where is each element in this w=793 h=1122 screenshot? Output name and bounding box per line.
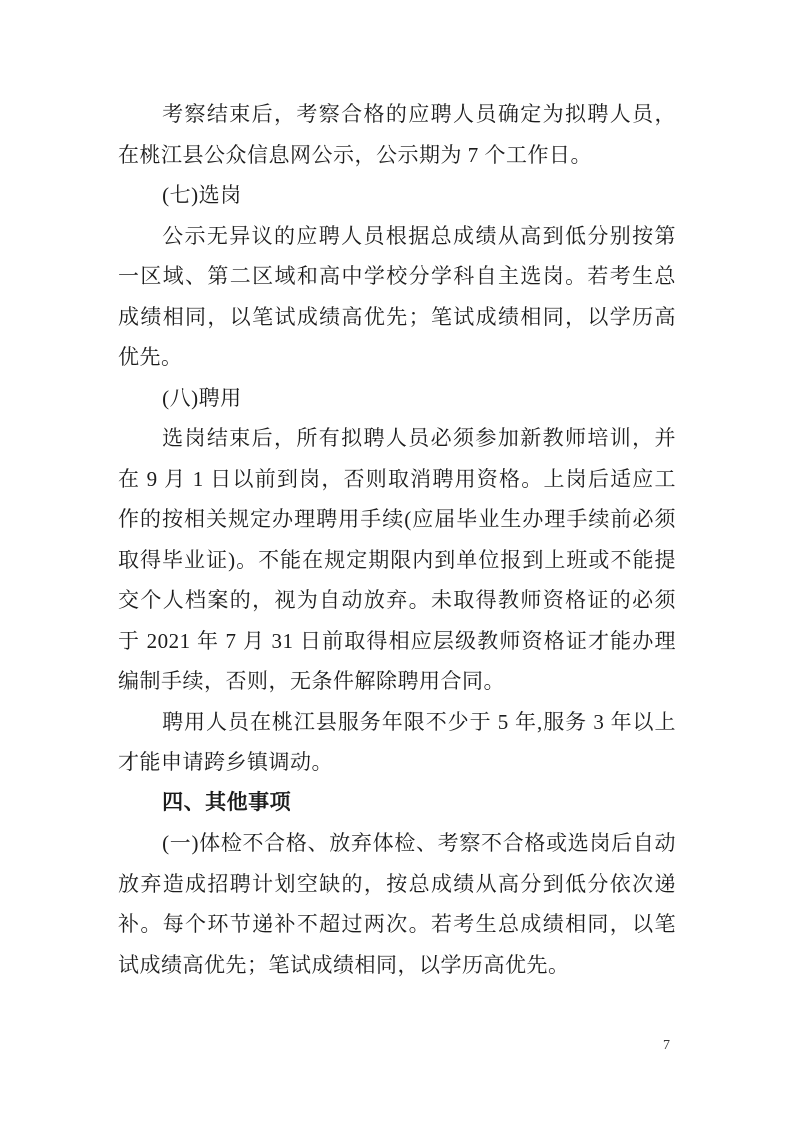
paragraph-employment-details: 选岗结束后，所有拟聘人员必须参加新教师培训，并在 9 月 1 日以前到岗，否则取消聘用资格。上岗后适应工作的按相关规定办理聘用手续(应届毕业生办理手续前必须取得毕业证)。不能在规定期限内到单位报到上班或不能提交个人档案的，视为自动放弃。未取得教师资格证的必须于 2021 年 7 月 31 日前取得相应层级教师资格证才能办理编制手续，否则，无条件解除聘用合同。 [118,426,676,693]
paragraph-public-notice: 考察结束后，考察合格的应聘人员确定为拟聘人员，在桃江县公众信息网公示，公示期为 7 个工作日。 [118,102,676,167]
document-body [118,94,676,985]
page-number: 7 [663,1038,670,1053]
paragraph-service-years: 聘用人员在桃江县服务年限不少于 5 年,服务 3 年以上才能申请跨乡镇调动。 [118,709,676,774]
heading-other-matters: 四、其他事项 [162,790,292,814]
paragraph-post-selection-rules: 公示无异议的应聘人员根据总成绩从高到低分别按第一区域、第二区域和高中学校分学科自主选岗。若考生总成绩相同，以笔试成绩高优先；笔试成绩相同，以学历高优先。 [118,223,676,369]
subheading-post-selection: (七)选岗 [162,183,242,207]
subheading-employment: (八)聘用 [162,385,242,410]
paragraph-replacement-rules: (一)体检不合格、放弃体检、考察不合格或选岗后自动放弃造成招聘计划空缺的，按总成绩从高分到低分依次递补。每个环节递补不超过两次。若考生总成绩相同，以笔试成绩高优先；笔试成绩相同，以学历高优先。 [118,831,676,977]
